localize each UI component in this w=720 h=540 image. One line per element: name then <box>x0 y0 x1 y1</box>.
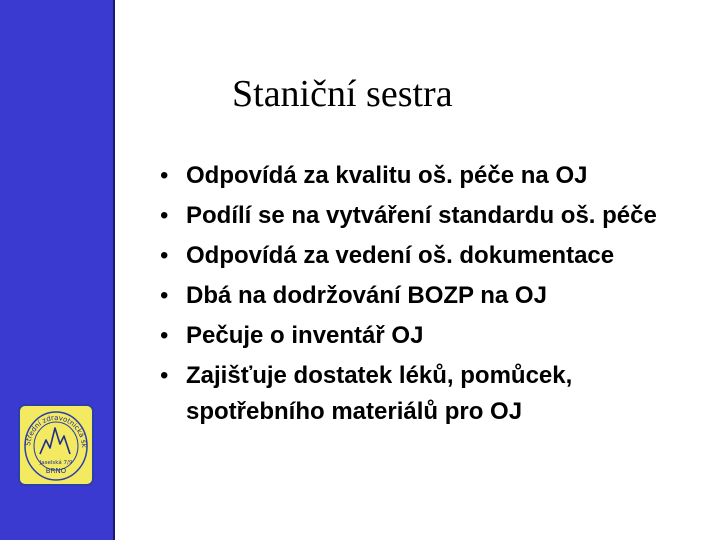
bullet-dot: • <box>160 322 169 349</box>
bullet-text: Dbá na dodržování BOZP na OJ <box>186 282 547 309</box>
bullet-item <box>160 198 700 234</box>
bullet-item <box>160 238 700 274</box>
bullet-item <box>160 318 700 354</box>
bullet-item <box>160 358 700 430</box>
slide-title: Staniční sestra <box>232 73 453 115</box>
bullet-text: Pečuje o inventář OJ <box>186 322 424 349</box>
bullet-text: Zajišťuje dostatek léků, pomůcek, spotřebního materiálů pro OJ <box>186 362 573 425</box>
bullet-dot: • <box>160 282 169 309</box>
school-seal-icon <box>18 404 94 486</box>
bullet-list <box>160 158 700 434</box>
bullet-text: Odpovídá za kvalitu oš. péče na OJ <box>186 162 588 189</box>
bullet-item <box>160 158 700 194</box>
bullet-dot: • <box>160 162 169 189</box>
bullet-dot: • <box>160 242 169 269</box>
bullet-text: Podílí se na vytváření standardu oš. péče <box>186 202 657 229</box>
logo-address: Jaselská 7/9 <box>39 460 73 466</box>
bullet-dot: • <box>160 202 169 229</box>
bullet-item <box>160 278 700 314</box>
bullet-text: Odpovídá za vedení oš. dokumentace <box>186 242 615 269</box>
logo-ring-text: Střední zdravotnická šk <box>24 413 89 448</box>
bullet-dot: • <box>160 362 169 389</box>
logo-city: BRNO <box>45 467 67 475</box>
